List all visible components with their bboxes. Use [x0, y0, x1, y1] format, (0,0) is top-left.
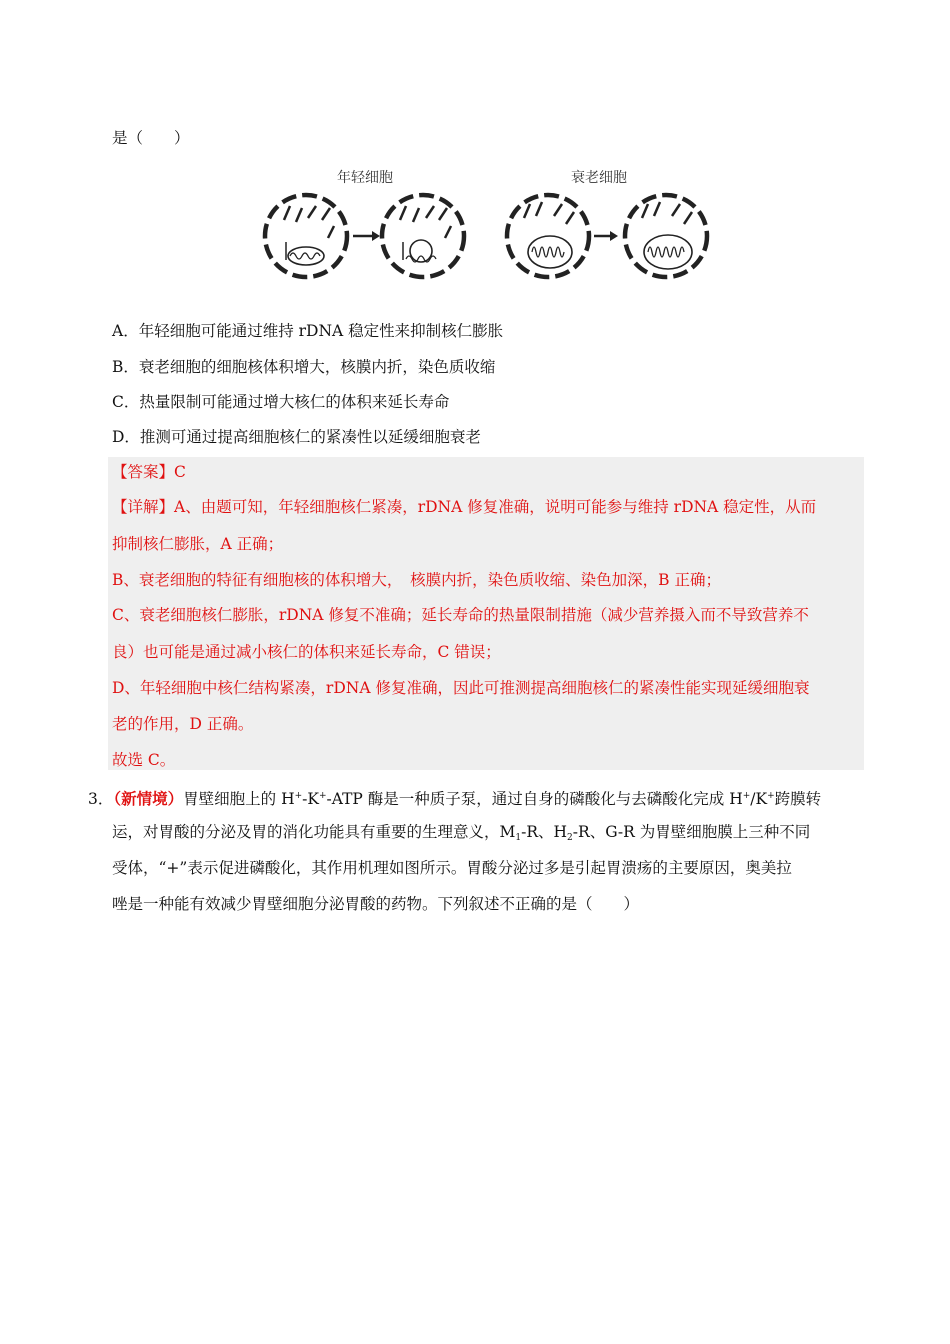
option-a: A．年轻细胞可能通过维持 rDNA 稳定性来抑制核仁膨胀 — [112, 322, 504, 340]
q3-text-2c: -R、G-R 为胃壁细胞膜上三种不同 — [572, 823, 811, 841]
sub-1: 1 — [515, 833, 522, 843]
q3-text-1a: 胃壁细胞上的 H — [183, 790, 295, 808]
question-tag: （新情境） — [113, 789, 184, 808]
old-cell-2 — [625, 195, 707, 277]
question-3-line-1 — [88, 786, 821, 809]
q3-text-1b: -K — [302, 790, 319, 808]
old-cell-label: 衰老细胞 — [571, 169, 627, 185]
sup-plus-3: + — [742, 791, 751, 801]
detail-line-6: D、年轻细胞中核仁结构紧凑，rDNA 修复准确，因此可推测提高细胞核仁的紧凑性能实现延缓细胞衰 — [112, 679, 810, 697]
detail-tag: 【详解】 — [112, 498, 175, 516]
detail-line-3: B、衰老细胞的特征有细胞核的体积增大， 核膜内折，染色质收缩、染色加深，B 正确； — [112, 571, 721, 589]
option-d: D．推测可通过提高细胞核仁的紧凑性以延缓细胞衰老 — [112, 428, 481, 446]
young-cell-1 — [265, 195, 347, 277]
detail-text-1: A、由题可知，年轻细胞核仁紧凑，rDNA 修复准确，说明可能参与维持 rDNA 稳定性，从而 — [174, 498, 817, 516]
q3-text-2b: -R、H — [521, 823, 568, 841]
detail-line-1 — [112, 497, 816, 517]
sup-plus-2: + — [318, 791, 327, 801]
answer-line — [112, 462, 186, 482]
cell-diagram — [258, 160, 720, 286]
young-cell-2 — [382, 195, 464, 277]
detail-line-2: 抑制核仁膨胀，A 正确； — [112, 535, 284, 553]
detail-line-7: 老的作用，D 正确。 — [112, 715, 254, 733]
detail-line-5: 良）也可能是通过减小核仁的体积来延长寿命，C 错误； — [112, 643, 501, 661]
answer-tag: 【答案】 — [112, 463, 175, 481]
sup-plus-4: + — [767, 791, 775, 801]
question-3-line-4: 唑是一种能有效减少胃壁细胞分泌胃酸的药物。下列叙述不正确的是（ ） — [112, 895, 640, 913]
nucleolus-figure — [258, 160, 720, 286]
conclusion-line: 故选 C。 — [112, 751, 176, 769]
question-3-line-2 — [112, 822, 810, 848]
option-c: C．热量限制可能通过增大核仁的体积来延长寿命 — [112, 393, 450, 411]
young-cell-label: 年轻细胞 — [337, 169, 393, 185]
option-b: B．衰老细胞的细胞核体积增大，核膜内折，染色质收缩 — [112, 358, 496, 376]
question-stem-end: 是（ ） — [112, 129, 190, 147]
q3-text-1c: -ATP 酶是一种质子泵，通过自身的磷酸化与去磷酸化完成 H — [326, 790, 743, 808]
old-cell-1 — [507, 195, 589, 277]
sup-plus-1: + — [294, 791, 303, 801]
question-3-line-3: 受体，“+”表示促进磷酸化，其作用机理如图所示。胃酸分泌过多是引起胃溃疡的主要原因，奥美拉 — [112, 859, 792, 877]
q3-text-1d: /K — [750, 790, 768, 808]
answer-value: C — [174, 463, 186, 481]
detail-line-4: C、衰老细胞核仁膨胀，rDNA 修复不准确；延长寿命的热量限制措施（减少营养摄入而不导致营养不 — [112, 606, 809, 624]
sub-2: 2 — [567, 833, 573, 843]
question-number: 3． — [88, 790, 114, 808]
q3-text-1e: 跨膜转 — [774, 790, 822, 808]
q3-text-2a: 运，对胃酸的分泌及胃的消化功能具有重要的生理意义，M — [112, 823, 516, 841]
